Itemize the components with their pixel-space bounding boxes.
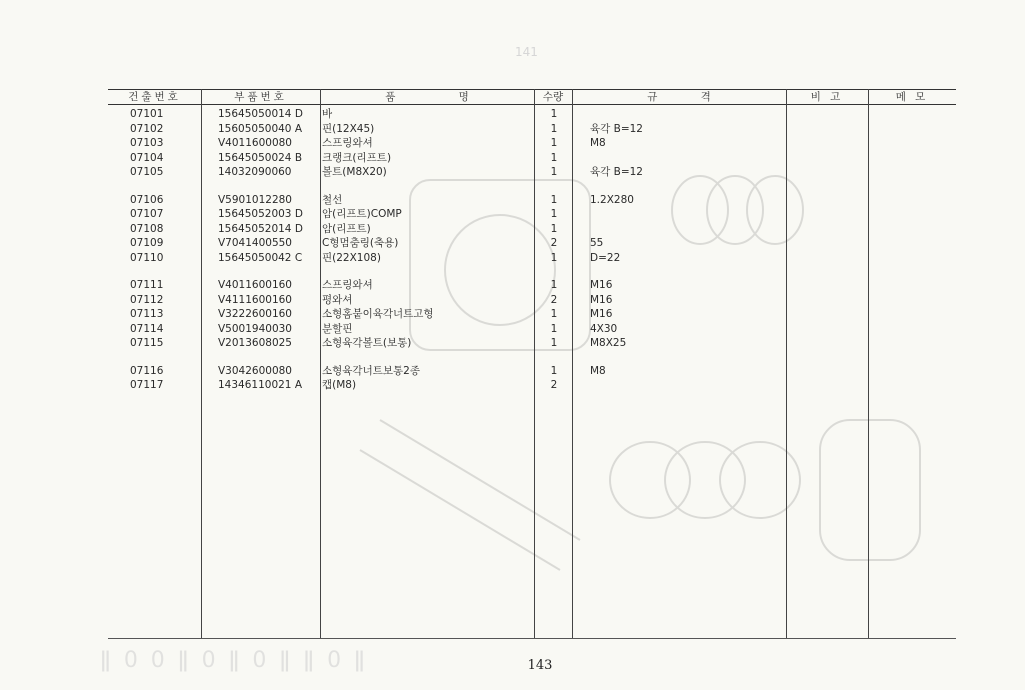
bleed-through-mark: 141 <box>515 45 538 59</box>
quantity: 1 <box>550 122 558 135</box>
quantity: 1 <box>550 108 558 120</box>
quantity: 2 <box>550 237 558 249</box>
part-number: V4011600160 <box>218 279 292 291</box>
table-row <box>108 336 956 350</box>
specification: 육각 B=12 <box>590 166 643 178</box>
table-row <box>108 364 956 378</box>
header-part-name: 품 명 <box>385 91 469 103</box>
part-number: 15645052003 D <box>218 208 303 220</box>
quantity: 1 <box>550 137 558 149</box>
table-row <box>108 322 956 336</box>
part-name: 스프링와셔 <box>322 137 373 149</box>
part-number: 14346110021 A <box>218 379 303 391</box>
item-number: 07103 <box>130 137 164 149</box>
header-memo: 메 모 <box>895 91 929 103</box>
header-quantity: 수량 <box>542 91 564 103</box>
part-name: 캡(M8) <box>322 379 357 391</box>
table-row <box>108 193 956 207</box>
table-row <box>108 293 956 307</box>
table-row <box>108 378 956 392</box>
table-row <box>108 207 956 221</box>
item-number: 07114 <box>130 322 164 335</box>
header-remarks: 비 고 <box>810 91 844 103</box>
part-number: 15645050024 B <box>218 151 303 164</box>
table-row <box>108 236 956 250</box>
specification: 4X30 <box>590 322 618 335</box>
specification: 육각 B=12 <box>590 122 643 135</box>
specification: D=22 <box>590 251 621 264</box>
item-number: 07106 <box>130 193 164 206</box>
part-name: 바 <box>322 108 333 120</box>
page-number: 143 <box>527 658 553 673</box>
header-item-number: 건출번호 <box>128 91 181 103</box>
part-name: 암(리프트) <box>322 222 371 235</box>
table-row <box>108 122 956 136</box>
part-number: V5001940030 <box>218 322 292 335</box>
part-number: 15645050042 C <box>218 251 303 264</box>
specification: M8X25 <box>590 337 627 349</box>
quantity: 1 <box>550 193 558 206</box>
quantity: 1 <box>550 166 558 178</box>
quantity: 1 <box>550 151 558 164</box>
specification: 55 <box>590 237 604 249</box>
quantity: 1 <box>550 308 558 320</box>
item-number: 07101 <box>130 108 164 120</box>
quantity: 2 <box>550 293 558 306</box>
part-name: C형멈춤링(축용) <box>322 237 399 249</box>
table-row <box>108 222 956 236</box>
header-specification: 규 격 <box>647 91 711 103</box>
specification: M8 <box>590 364 606 377</box>
item-number: 07107 <box>130 208 164 220</box>
part-name: 핀(22X108) <box>322 251 381 264</box>
part-name: 소형육각너트보통2종 <box>322 364 420 377</box>
part-number: V3042600080 <box>218 364 292 377</box>
header-part-number: 부품번호 <box>234 91 287 103</box>
part-name: 소형육각볼트(보통) <box>322 337 412 349</box>
quantity: 1 <box>550 337 558 349</box>
part-number: V7041400550 <box>218 237 292 249</box>
quantity: 1 <box>550 208 558 220</box>
item-number: 07112 <box>130 293 164 306</box>
item-number: 07102 <box>130 122 164 135</box>
part-name: 분할핀 <box>322 322 353 335</box>
parts-table <box>108 89 956 639</box>
table-row <box>108 251 956 265</box>
part-name: 소형홈붙이육각너트고형 <box>322 308 434 320</box>
part-number: V3222600160 <box>218 308 292 320</box>
part-name: 평와셔 <box>322 293 353 306</box>
part-number: V4111600160 <box>218 293 292 306</box>
specification: M16 <box>590 293 613 306</box>
part-number: 15645050014 D <box>218 108 303 120</box>
part-name: 핀(12X45) <box>322 122 375 135</box>
quantity: 2 <box>550 379 558 391</box>
table-row <box>108 278 956 292</box>
specification: M16 <box>590 308 613 320</box>
item-number: 07111 <box>130 279 164 291</box>
table-row <box>108 107 956 121</box>
part-number: V2013608025 <box>218 337 292 349</box>
specification: M8 <box>590 137 606 149</box>
quantity: 1 <box>550 279 558 291</box>
footer-rule <box>108 638 956 639</box>
table-row <box>108 136 956 150</box>
quantity: 1 <box>550 251 558 264</box>
item-number: 07115 <box>130 337 164 349</box>
part-name: 암(리프트)COMP <box>322 208 402 220</box>
specification: M16 <box>590 279 613 291</box>
table-row <box>108 151 956 165</box>
quantity: 1 <box>550 322 558 335</box>
item-number: 07110 <box>130 251 164 264</box>
part-name: 철선 <box>322 193 343 206</box>
part-number: V5901012280 <box>218 193 292 206</box>
table-row <box>108 307 956 321</box>
part-number: V4011600080 <box>218 137 292 149</box>
part-name: 스프링와셔 <box>322 279 373 291</box>
part-number: 15605050040 A <box>218 122 303 135</box>
part-number: 14032090060 <box>218 166 292 178</box>
part-name: 볼트(M8X20) <box>322 166 387 178</box>
table-row <box>108 165 956 179</box>
specification: 1.2X280 <box>590 193 634 206</box>
part-name: 크랭크(리프트) <box>322 151 392 164</box>
item-number: 07108 <box>130 222 164 235</box>
bleed-through-footer: ǁ 0 0 ǁ 0 ǁ 0 ǁ ǁ 0 ǁ <box>100 648 368 673</box>
quantity: 1 <box>550 222 558 235</box>
quantity: 1 <box>550 364 558 377</box>
item-number: 07116 <box>130 364 164 377</box>
part-number: 15645052014 D <box>218 222 303 235</box>
item-number: 07109 <box>130 237 164 249</box>
item-number: 07117 <box>130 379 164 391</box>
item-number: 07104 <box>130 151 164 164</box>
item-number: 07105 <box>130 166 164 178</box>
item-number: 07113 <box>130 308 164 320</box>
